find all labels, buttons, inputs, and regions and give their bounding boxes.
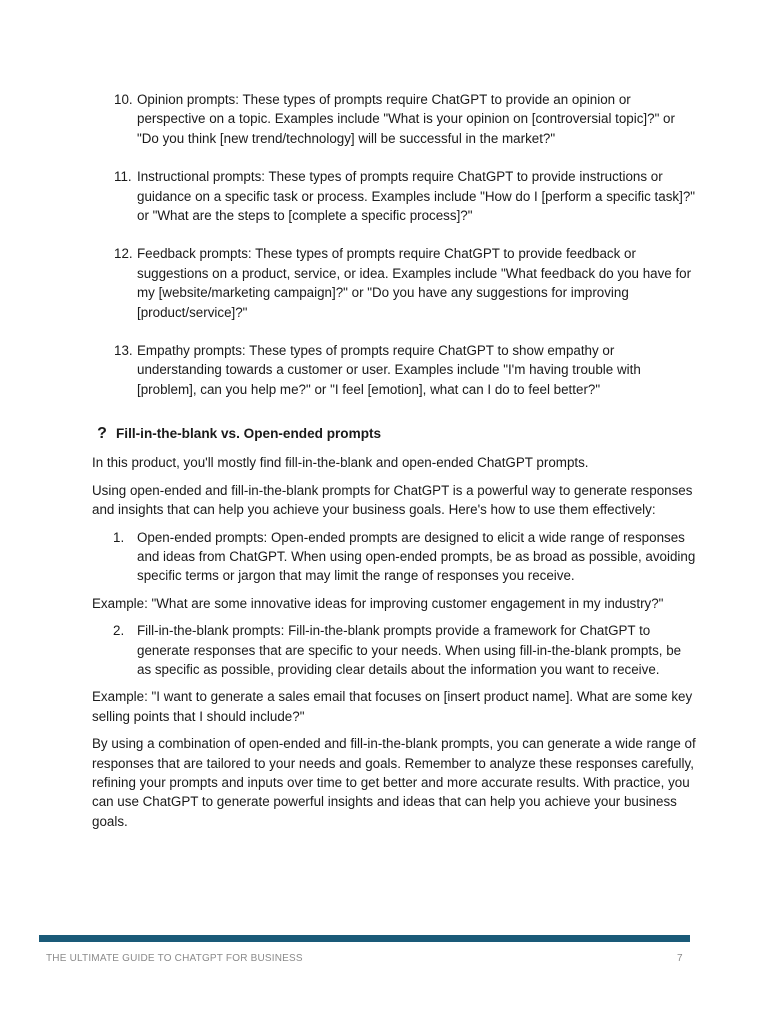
footer-title: THE ULTIMATE GUIDE TO CHATGPT FOR BUSINESS [46,953,303,964]
example-fill-in-the-blank: Example: "I want to generate a sales email that focuses on [insert product name]. What are some key selling points that I should include?" [92,689,693,724]
list-text: Opinion prompts: These types of prompts require ChatGPT to provide an opinion or perspective on a topic. Examples include "What is your opinion on [controversial topic]?" or "Do you think [new trend/technology] will be successful in the market?" [137,92,675,146]
list-item-empathy-prompts [92,341,698,399]
list-number: 1. [113,529,125,545]
list-number: 11. [114,169,132,185]
conclusion-paragraph: By using a combination of open-ended and fill-in-the-blank prompts, you can generate a wide range of responses that are tailored to your needs and goals. Remember to analyze these responses carefully, refining your prompts and inputs over time to get better and more accurate results. With practice, you can use ChatGPT to generate powerful insights and ideas that can help you achieve your business goals. [92,736,696,829]
list-text: Instructional prompts: These types of prompts require ChatGPT to provide instructions or guidance on a specific task or process. Examples include "How do I [perform a specific task]?" or "What are the steps to [complete a specific process]?" [137,169,696,224]
intro-paragraph: In this product, you'll mostly find fill-in-the-blank and open-ended ChatGPT prompts. [92,455,589,471]
overview-paragraph: Using open-ended and fill-in-the-blank prompts for ChatGPT is a powerful way to generate responses and insights that can help you achieve your business goals. Here's how to use them effectively: [92,482,693,518]
list-text: Open-ended prompts: Open-ended prompts are designed to elicit a wide range of responses and ideas from ChatGPT. When using open-ended prompts, be as broad as possible, avoiding specific terms or jargon that may limit the range of responses you receive. [137,529,696,584]
list-item-opinion-prompts [92,90,698,148]
list-item-instructional-prompts [92,167,698,225]
list-item-feedback-prompts [92,244,698,322]
list-number: 13. [114,343,133,359]
list-text: Feedback prompts: These types of prompts require ChatGPT to provide feedback or suggestions on a product, service, or idea. Examples include "What feedback do you have for my [website/marketing campaign]?" or "Do you have any suggestions for improving [product/service]?" [137,246,692,320]
list-item-fill-in-the-blank [92,621,698,679]
list-number: 10. [114,92,133,107]
list-number: 12. [114,246,133,262]
list-text: Fill-in-the-blank prompts: Fill-in-the-blank prompts provide a framework for ChatGPT to generate responses that are specific to your needs. When using fill-in-the-blank prompts, be as specific as possible, providing clear details about the information you want to receive. [137,623,682,677]
example-open-ended: Example: "What are some innovative ideas for improving customer engagement in my industry?" [92,595,664,611]
footer-bar [39,935,690,942]
list-text: Empathy prompts: These types of prompts require ChatGPT to show empathy or understanding towards a customer or user. Examples include "I'm having trouble with [problem], can you help me?" or "I feel [emotion], what can I do to feel better?" [137,343,641,397]
list-item-open-ended [92,528,698,586]
page-content [92,90,698,831]
section-heading [92,424,698,443]
section-heading-text: Fill-in-the-blank vs. Open-ended prompts [116,426,382,442]
list-number: 2. [113,623,125,639]
page-number: 7 [677,953,683,964]
question-mark-icon: ? [97,425,107,443]
